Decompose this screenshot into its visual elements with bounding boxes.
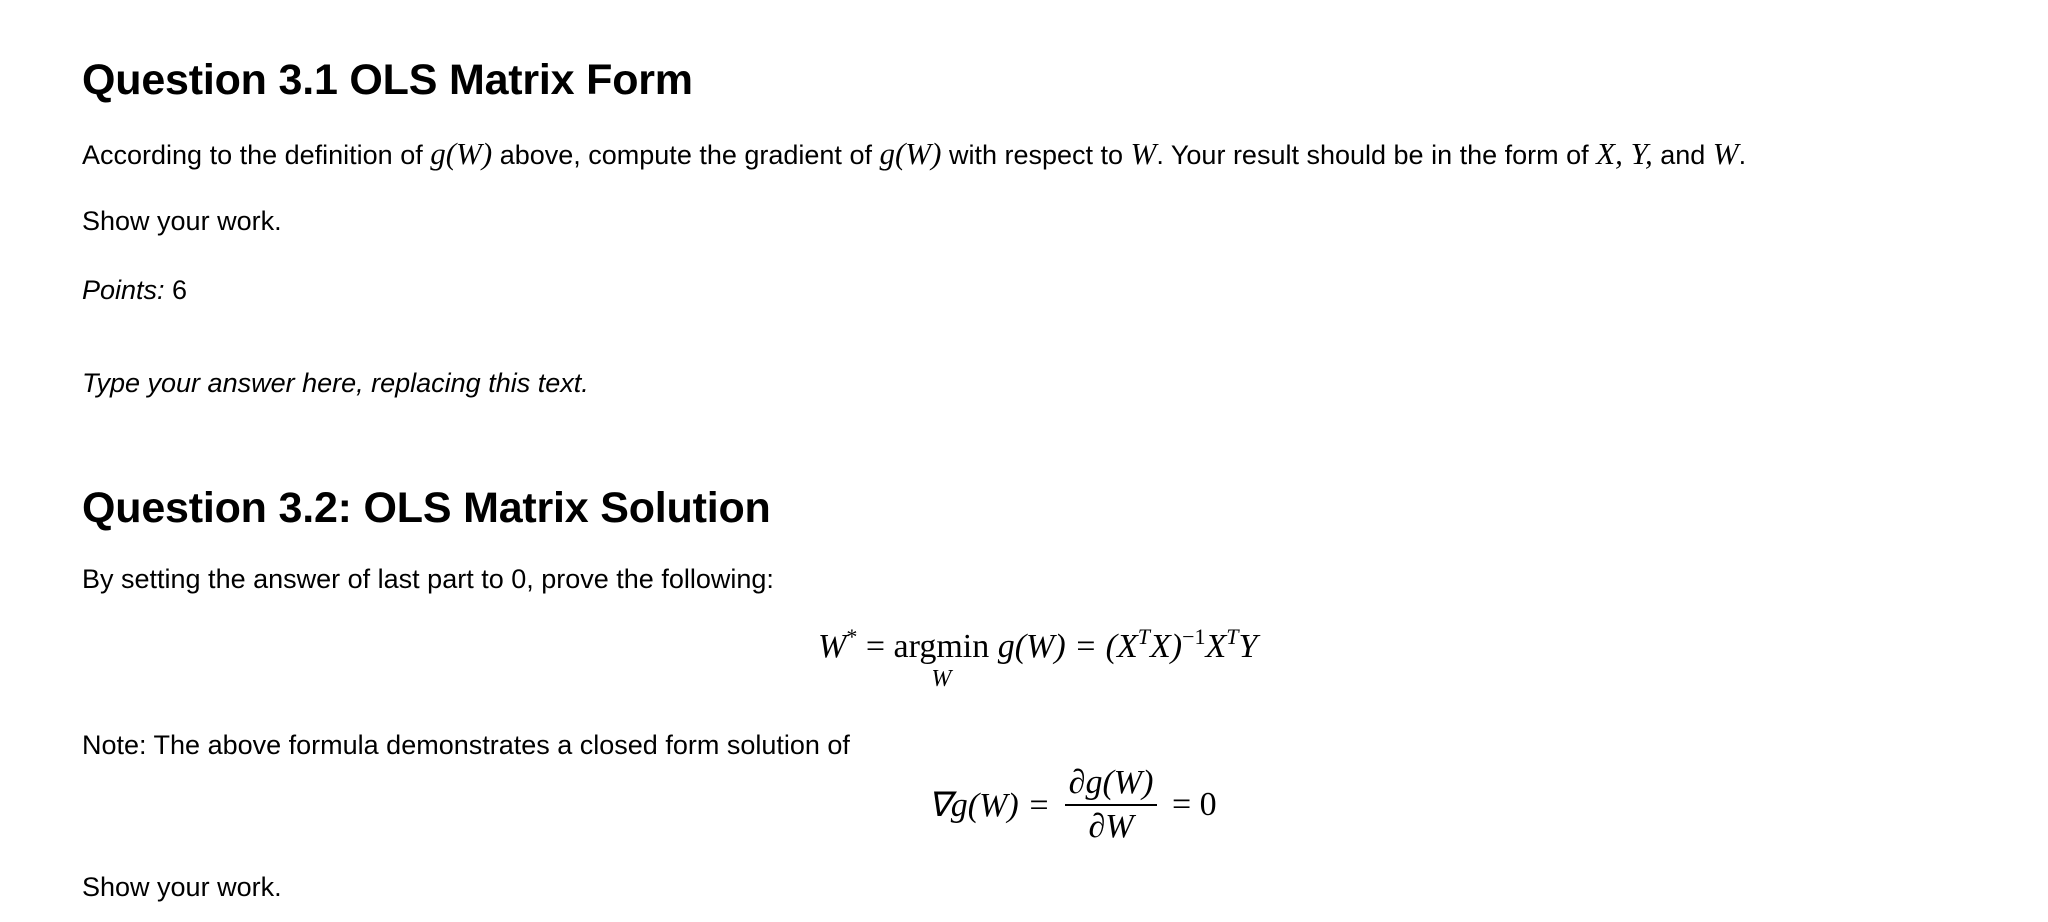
points-line [82, 275, 187, 306]
ols-solution-equation: W* = argmin W $g(W) = (X^TX)^{-1}X^TY$ [818, 624, 1258, 692]
note-text: Note: The above formula demonstrates a closed form solution of [82, 730, 850, 760]
gradient-equation: ∇g(W) = $\frac{\partial g(W)}{\partial W}$ = 0 [928, 764, 1217, 845]
question-3-2-heading: Question 3.2: OLS Matrix Solution [82, 484, 771, 532]
question-3-1-prompt: According to the definition of g(W) above, compute the gradient of g(W) with respect to W. Your result should be in the form of X, Y, and W. [82, 136, 1747, 171]
question-3-1-heading: Question 3.1 OLS Matrix Form [82, 56, 693, 104]
show-work-text-2: Show your work. [82, 872, 282, 902]
points-value: 6 [164, 275, 188, 305]
show-work-text: Show your work. [82, 206, 282, 236]
points-label: Points: [82, 275, 165, 305]
answer-placeholder[interactable]: Type your answer here, replacing this text. [82, 368, 589, 398]
argmin-operator: argmin W [893, 628, 990, 692]
question-3-2-intro: By setting the answer of last part to 0, prove the following: [82, 564, 774, 594]
gradient-fraction: $\frac{\partial g(W)}{\partial W}$ [1065, 764, 1158, 846]
